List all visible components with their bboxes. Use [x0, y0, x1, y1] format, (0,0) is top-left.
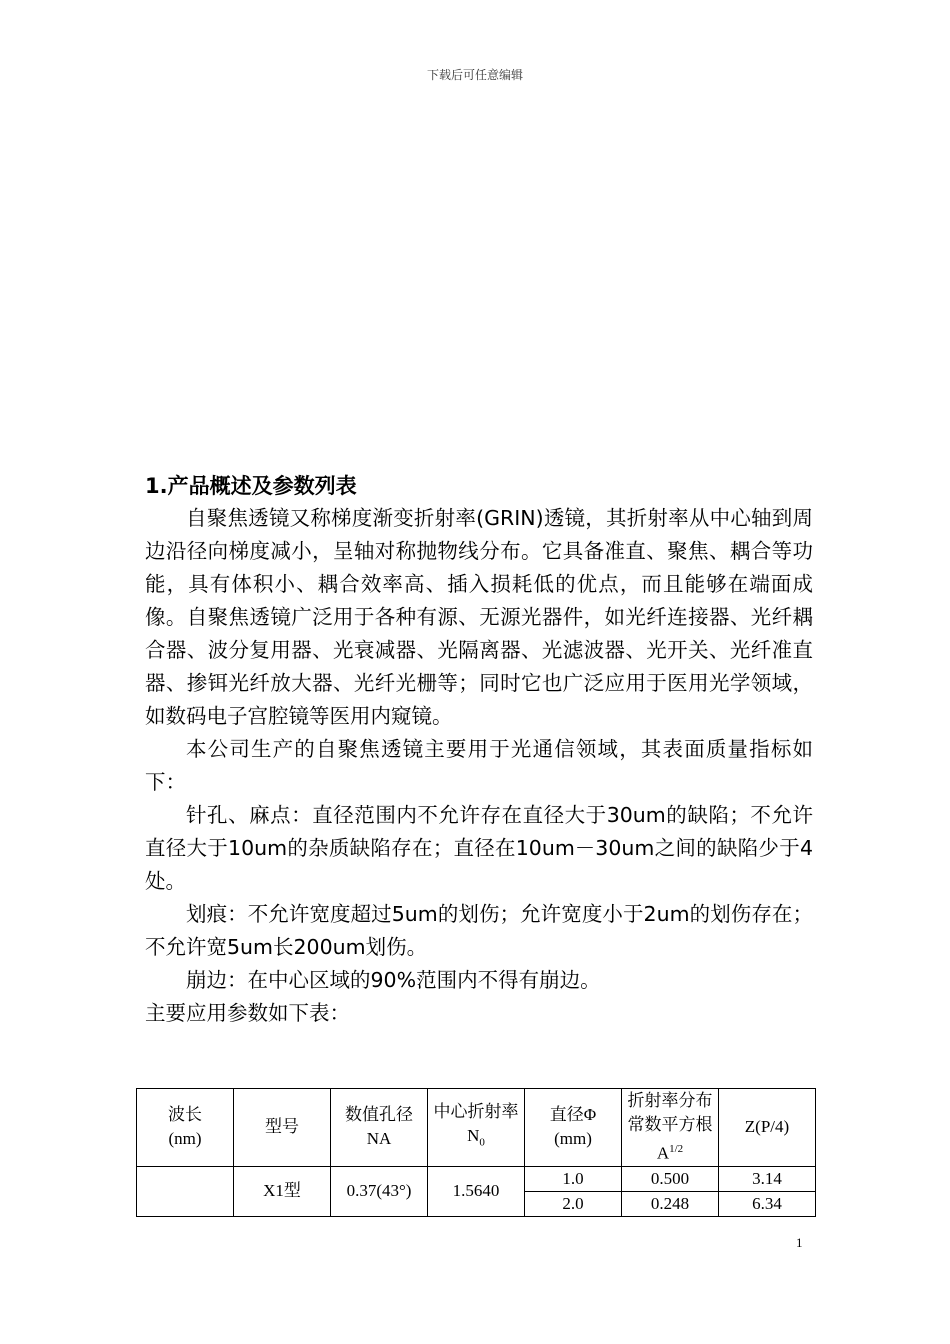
cell-gradient-constant: 0.500: [622, 1166, 719, 1191]
paragraph-pinholes: 针孔、麻点：直径范围内不允许存在直径大于30um的缺陷；不允许直径大于10um的杂质缺陷存在；直径在10um－30um之间的缺陷少于4处。: [145, 803, 813, 893]
cell-diameter: 1.0: [525, 1166, 622, 1191]
page-header: 下载后可任意编辑: [426, 68, 523, 82]
table-row: [137, 1166, 816, 1191]
header-pitch-length: Z(P/4): [719, 1089, 816, 1167]
table-header-row: [137, 1089, 816, 1167]
cell-pitch-length: 3.14: [719, 1166, 816, 1191]
parameter-table: [136, 1088, 816, 1217]
cell-wavelength: [137, 1166, 234, 1216]
paragraph-surface-quality: 本公司生产的自聚焦透镜主要用于光通信领域，其表面质量指标如下：: [145, 737, 813, 794]
header-diameter: 直径Φ (mm): [525, 1089, 622, 1167]
header-gradient-constant: 折射率分布常数平方根$A^{1/2}$: [622, 1089, 719, 1167]
cell-na: 0.37(43°): [331, 1166, 428, 1216]
table-intro: 主要应用参数如下表：: [145, 1001, 350, 1025]
cell-pitch-length: 6.34: [719, 1191, 816, 1216]
paragraph-chipping: 崩边：在中心区域的90%范围内不得有崩边。: [186, 968, 601, 992]
section-heading: 1.产品概述及参数列表: [145, 474, 357, 498]
header-na: 数值孔径 NA: [331, 1089, 428, 1167]
document-body: [145, 470, 813, 1030]
page-number: 1: [796, 1235, 803, 1250]
cell-model: X1型: [234, 1166, 331, 1216]
cell-center-index: 1.5640: [428, 1166, 525, 1216]
paragraph-overview: 自聚焦透镜又称梯度渐变折射率(GRIN)透镜，其折射率从中心轴到周边沿径向梯度减小，呈轴对称抛物线分布。它具备准直、聚焦、耦合等功能，具有体积小、耦合效率高、插入损耗低的优点，而且能够在端面成像。自聚焦透镜广泛用于各种有源、无源光器件，如光纤连接器、光纤耦合器、波分复用器、光衰减器、光隔离器、光滤波器、光开关、光纤准直器、掺铒光纤放大器、光纤光栅等；同时它也广泛应用于医用光学领域，如数码电子宫腔镜等医用内窥镜。: [145, 506, 813, 728]
cell-gradient-constant: 0.248: [622, 1191, 719, 1216]
paragraph-scratches: 划痕：不允许宽度超过5um的划伤；允许宽度小于2um的划伤存在；不允许宽5um长200um划伤。: [145, 902, 813, 959]
cell-diameter: 2.0: [525, 1191, 622, 1216]
header-model: 型号: [234, 1089, 331, 1167]
header-wavelength: 波长 (nm): [137, 1089, 234, 1167]
header-center-index: 中心折射率$N_0$: [428, 1089, 525, 1167]
